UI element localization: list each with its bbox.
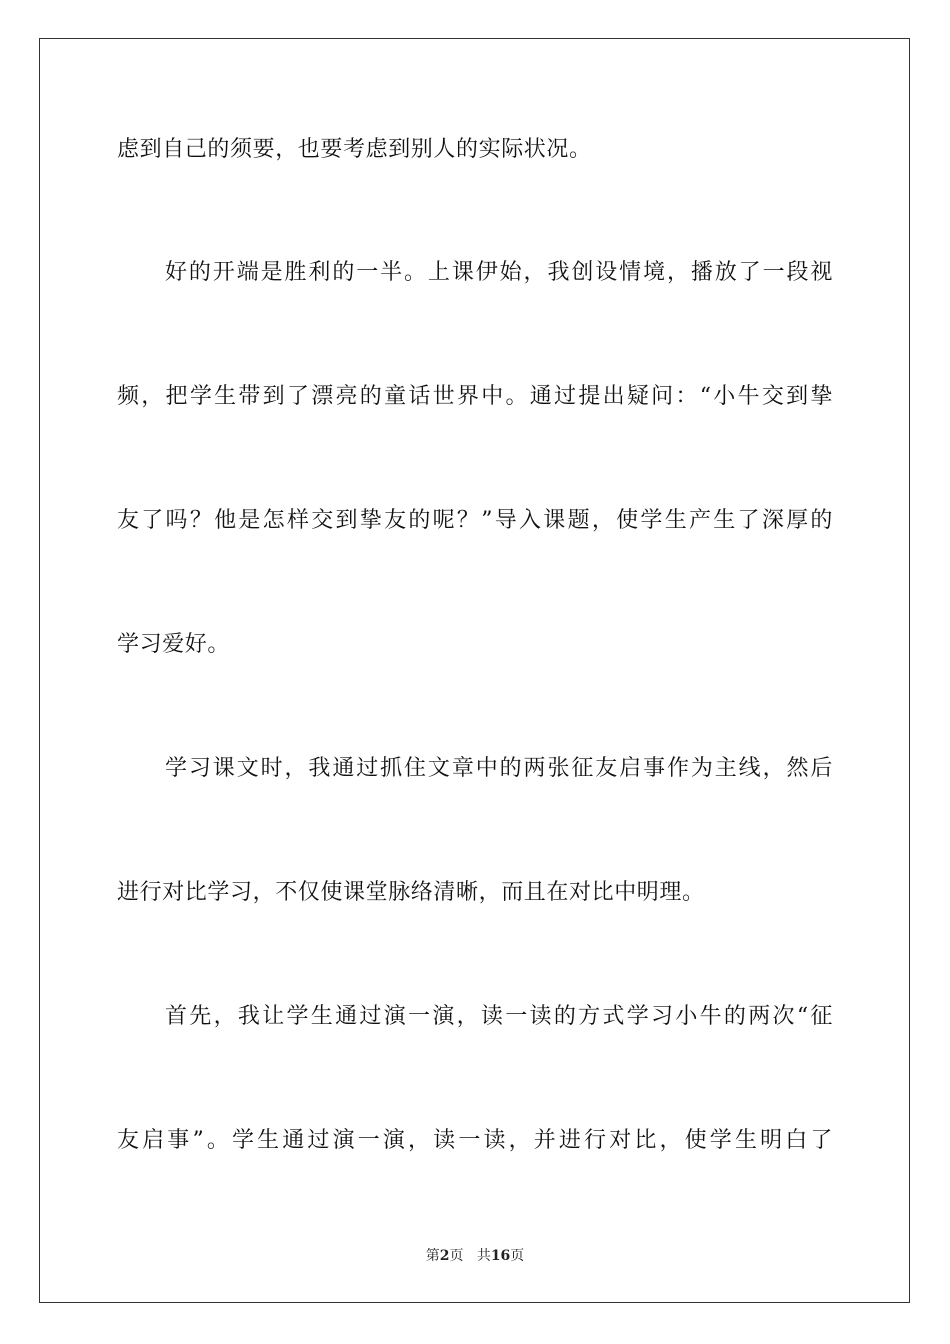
paragraph-line-7: 进行对比学习，不仅使课堂脉络清晰，而且在对比中明理。 [117,880,705,905]
footer-total-pages: 16 [490,1248,511,1264]
paragraph-line-5: 学习爱好。 [117,632,231,657]
paragraph-line-1: 虑到自己的须要，也要考虑到别人的实际状况。 [117,137,592,162]
page-border [39,38,910,1303]
footer-total-suffix: 页 [510,1248,525,1264]
footer-page-suffix: 页 [449,1248,464,1264]
paragraph-line-6: 学习课文时，我通过抓住文章中的两张征友启事作为主线，然后 [165,756,833,781]
paragraph-line-3: 频，把学生带到了漂亮的童话世界中。通过提出疑问：“小牛交到挚 [117,384,833,409]
page-footer [0,1247,950,1265]
footer-page-prefix: 第 [425,1248,440,1264]
paragraph-line-9: 友启事”。学生通过演一演，读一读，并进行对比，使学生明白了 [117,1128,833,1153]
paragraph-line-2: 好的开端是胜利的一半。上课伊始，我创设情境，播放了一段视 [165,260,833,285]
footer-page-number: 2 [439,1248,450,1264]
paragraph-line-8: 首先，我让学生通过演一演，读一读的方式学习小牛的两次“征 [165,1004,833,1029]
footer-total-prefix: 共 [476,1248,491,1264]
paragraph-line-4: 友了吗？他是怎样交到挚友的呢？”导入课题，使学生产生了深厚的 [117,508,833,533]
